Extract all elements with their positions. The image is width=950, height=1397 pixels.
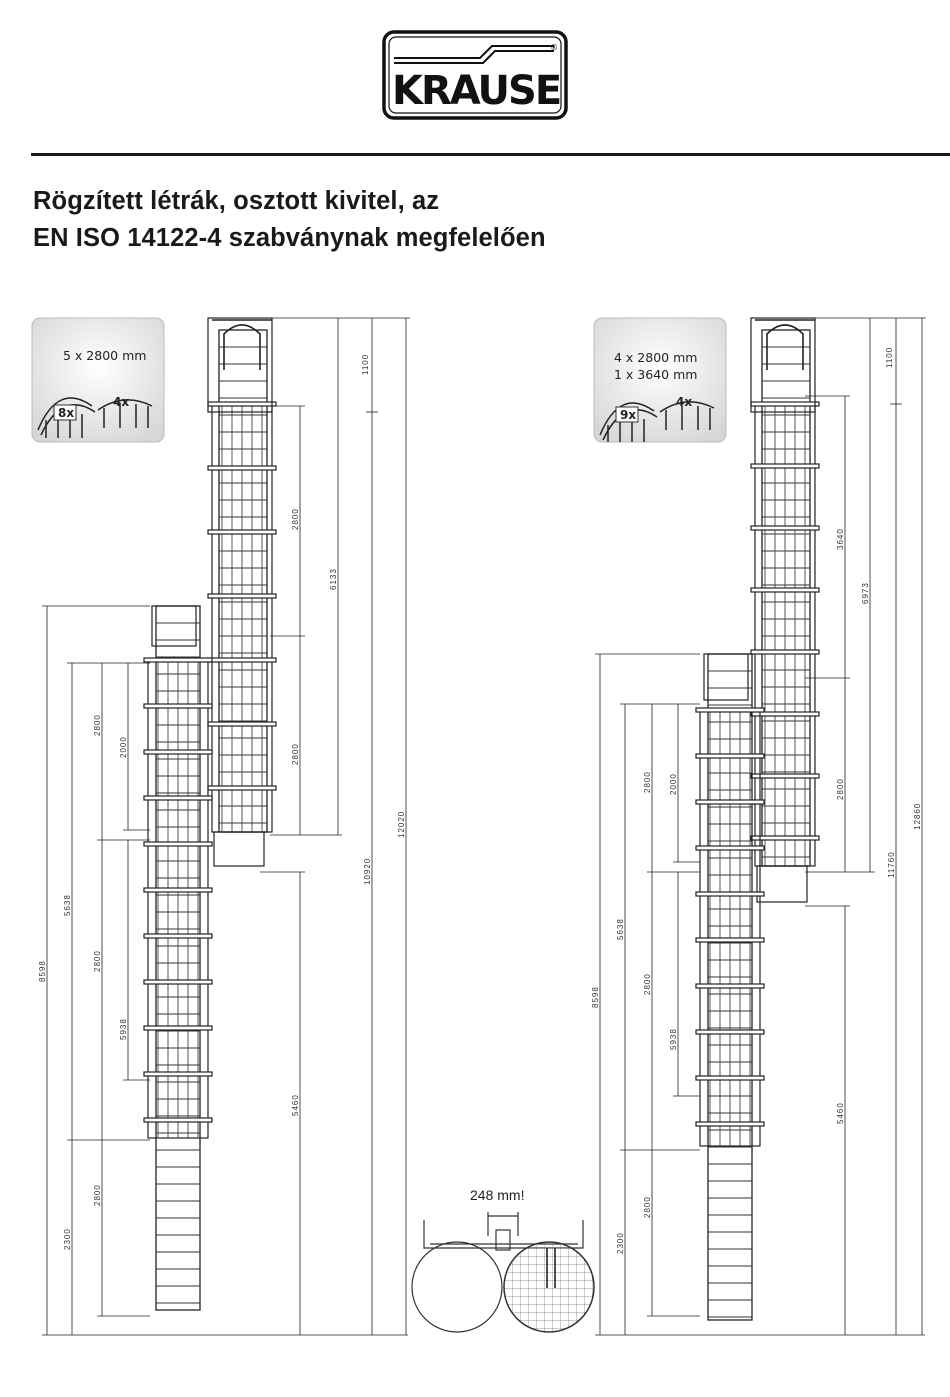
detail-note: 248 mm! [470, 1187, 525, 1203]
dim-right-mid-span: 5460 [836, 1102, 845, 1124]
dim-left-mid-total: 10920 [363, 857, 372, 885]
right-lower-cage-hoop [696, 708, 764, 712]
right-upper-cage-hoop [751, 402, 819, 406]
dim-left-lower-seg-2: 2800 [93, 950, 102, 972]
dim-right-upper-seg-1: 3640 [836, 528, 845, 550]
left-upper-cage-hoop [208, 466, 276, 470]
right-badge-b: 4x [676, 395, 693, 409]
left-upper-cage-hoop [208, 594, 276, 598]
dim-left-lower-seg-1: 2800 [93, 714, 102, 736]
brand-name: KRAUSE [392, 68, 561, 114]
dim-right-mid-total: 11760 [887, 851, 896, 878]
dim-left-lower-span-b: 5938 [119, 1018, 128, 1040]
dim-right-upper-seg-2: 2800 [836, 778, 845, 800]
dim-right-lower-span-b: 5938 [669, 1028, 678, 1050]
right-upper-cage-hoop [751, 650, 819, 654]
left-lower-cage-hoop [144, 658, 212, 662]
dim-left-upper-seg-1: 2800 [291, 508, 300, 530]
left-lower-cage-hoop [144, 934, 212, 938]
dim-right-upper-span: 6973 [861, 582, 870, 604]
dim-right-lower-offset: 2000 [669, 773, 678, 795]
dim-right-lower-total: 8598 [591, 986, 600, 1008]
title-line-2: EN ISO 14122-4 szabványnak megfelelően [33, 224, 546, 252]
right-sections-label-2: 1 x 3640 mm [614, 367, 698, 382]
left-upper-cage-hoop [208, 402, 276, 406]
dim-left-mid-span: 5460 [291, 1094, 300, 1116]
dim-left-lower-total: 8598 [38, 960, 47, 982]
dim-left-upper-seg-2: 2800 [291, 743, 300, 765]
left-upper-cage-hoop [208, 786, 276, 790]
dim-right-cage-top-total: 12860 [913, 802, 922, 830]
hatch-detail [412, 1187, 594, 1332]
left-lower-cage-hoop [144, 1026, 212, 1030]
right-lower-cage-hoop [696, 892, 764, 896]
left-lower-cage-hoop [144, 888, 212, 892]
dim-right-bottom-seg: 2800 [643, 1196, 652, 1218]
dim-left-bottom-seg: 2800 [93, 1184, 102, 1206]
left-info-panel [32, 318, 164, 442]
left-upper-cage-hoop [208, 658, 276, 662]
dim-right-bottom-gap: 2300 [616, 1232, 625, 1254]
left-lower-cage-hoop [144, 796, 212, 800]
left-lower-cage-hoop [144, 980, 212, 984]
right-lower-cage-hoop [696, 938, 764, 942]
right-badge-a: 9x [620, 408, 637, 422]
right-lower-cage-hoop [696, 1076, 764, 1080]
dim-right-lower-seg-2: 2800 [643, 973, 652, 995]
left-lower-cage-hoop [144, 842, 212, 846]
left-upper-foot [214, 832, 264, 866]
right-upper-ladder-rails [762, 330, 810, 866]
dim-right-top-gap: 1100 [885, 346, 894, 368]
left-upper-cage-hoop [208, 722, 276, 726]
left-sections-label: 5 x 2800 mm [63, 348, 147, 363]
right-info-panel [594, 318, 726, 442]
left-upper-cage-hoop [208, 530, 276, 534]
right-lower-cage-hoop [696, 1030, 764, 1034]
right-lower-cage-hoop [696, 1122, 764, 1126]
right-upper-cage-hoop [751, 836, 819, 840]
right-upper-cage-hoop [751, 588, 819, 592]
right-lower-cage-hoop [696, 846, 764, 850]
dim-left-cage-top-total: 12020 [397, 810, 406, 838]
left-lower-cage-hoop [144, 1072, 212, 1076]
right-upper-cage-hoop [751, 464, 819, 468]
dim-left-upper-span: 6133 [329, 568, 338, 590]
dim-left-lower-offset: 2000 [119, 736, 128, 758]
ladder-structures [144, 318, 819, 1320]
right-lower-cage-hoop [696, 984, 764, 988]
left-lower-cage-hoop [144, 1118, 212, 1122]
right-upper-cage-hoop [751, 526, 819, 530]
dim-left-bottom-gap: 2300 [63, 1228, 72, 1250]
dim-left-lower-span-a: 5638 [63, 894, 72, 916]
right-upper-cage-hoop [751, 774, 819, 778]
left-lower-cage-hoop [144, 704, 212, 708]
title-line-1: Rögzített létrák, osztott kivitel, az [33, 187, 440, 215]
dim-left-top-gap: 1100 [361, 353, 370, 375]
left-badge-b: 4x [113, 395, 130, 409]
right-lower-cage-hoop [696, 800, 764, 804]
dim-right-lower-seg-1: 2800 [643, 771, 652, 793]
registered-mark: ® [550, 43, 558, 52]
left-lower-cage-hoop [144, 750, 212, 754]
right-sections-label-1: 4 x 2800 mm [614, 350, 698, 365]
left-badge-a: 8x [58, 406, 75, 420]
right-lower-exit [704, 654, 748, 700]
dim-right-lower-span-a: 5638 [616, 918, 625, 940]
right-lower-cage-hoop [696, 754, 764, 758]
